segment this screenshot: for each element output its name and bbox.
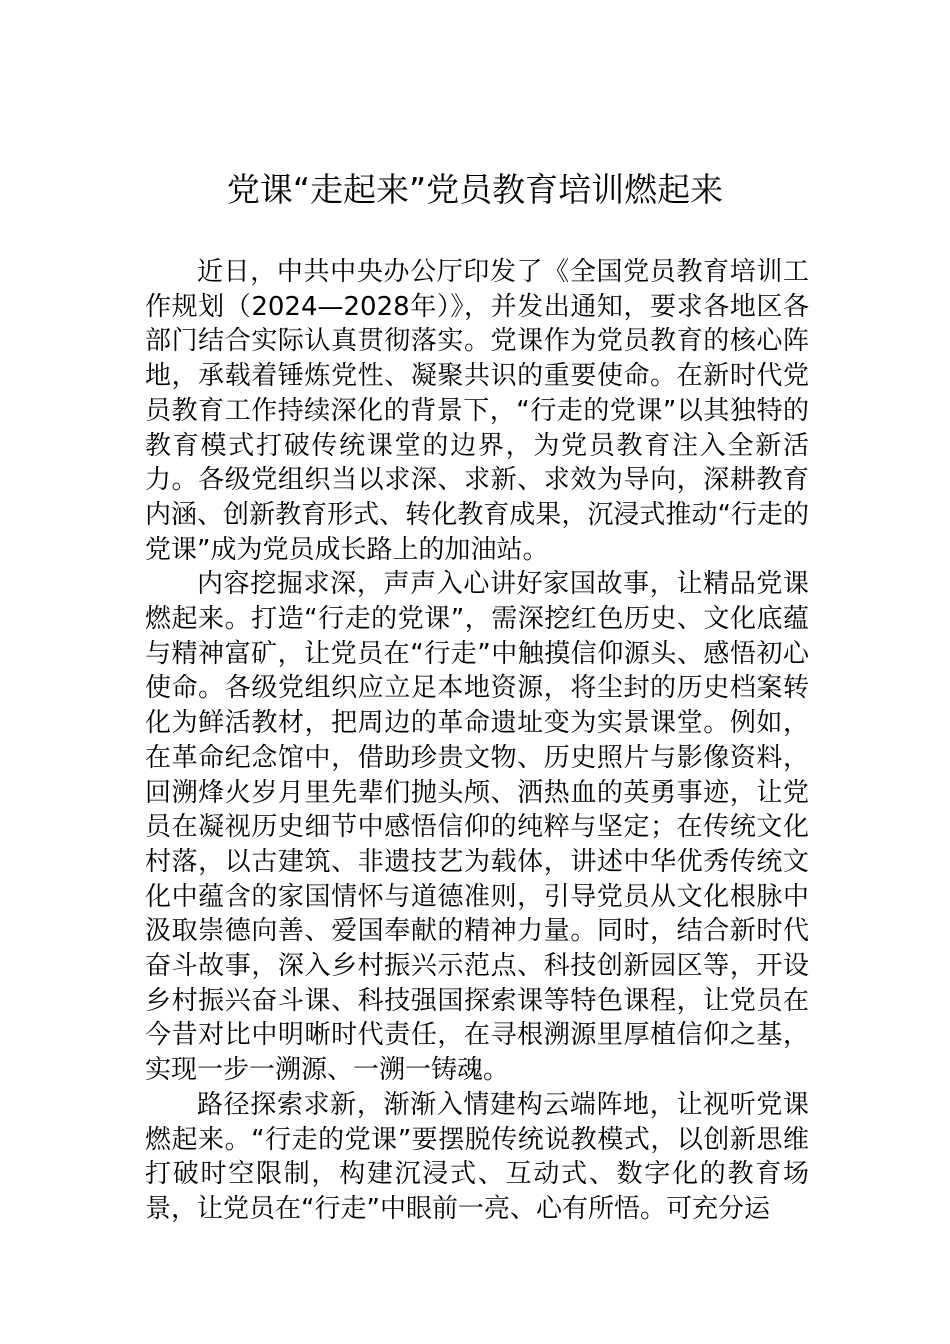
paragraph-content-depth: 内容挖掘求深，声声入心讲好家国故事，让精品党课燃起来。打造“行走的党课”，需深挖红色历史、文化底蕴与精神富矿，让党员在“行走”中触摸信仰源头、感悟初心使命。各级党组织应立足本地资源，将尘封的历史档案转化为鲜活教材，把周边的革命遗址变为实景课堂。例如，在革命纪念馆中，借助珍贵文物、历史照片与影像资料，回溯烽火岁月里先辈们抛头颅、洒热血的英勇事迹，让党员在凝视历史细节中感悟信仰的纯粹与坚定；在传统文化村落，以古建筑、非遗技艺为载体，讲述中华优秀传统文化中蕴含的家国情怀与道德准则，引导党员从文化根脉中汲取崇德向善、爱国奉献的精神力量。同时，结合新时代奋斗故事，深入乡村振兴示范点、科技创新园区等，开设乡村振兴奋斗课、科技强国探索课等特色课程，让党员在今昔对比中明晰时代责任，在寻根溯源里厚植信仰之基，实现一步一溯源、一溯一铸魂。: [145, 569, 809, 1086]
document-title: 党课“走起来”党员教育培训燃起来: [226, 170, 724, 209]
paragraph-path-innovation: 路径探索求新，渐渐入情建构云端阵地，让视听党课燃起来。“行走的党课”要摆脱传统说教模式，以创新思维打破时空限制，构建沉浸式、互动式、数字化的教育场景，让党员在“行走”中眼前一亮、心有所悟。可充分运: [145, 1089, 809, 1224]
document-body: [145, 255, 809, 1227]
paragraph-intro: 近日，中共中央办公厅印发了《全国党员教育培训工作规划（2024—2028年）》，并发出通知，要求各地区各部门结合实际认真贯彻落实。党课作为党员教育的核心阵地，承载着锤炼党性、凝聚共识的重要使命。在新时代党员教育工作持续深化的背景下，“行走的党课”以其独特的教育模式打破传统课堂的边界，为党员教育注入全新活力。各级党组织当以求深、求新、求效为导向，深耕教育内涵、创新教育形式、转化教育成果，沉浸式推动“行走的党课”成为党员成长路上的加油站。: [145, 257, 809, 565]
